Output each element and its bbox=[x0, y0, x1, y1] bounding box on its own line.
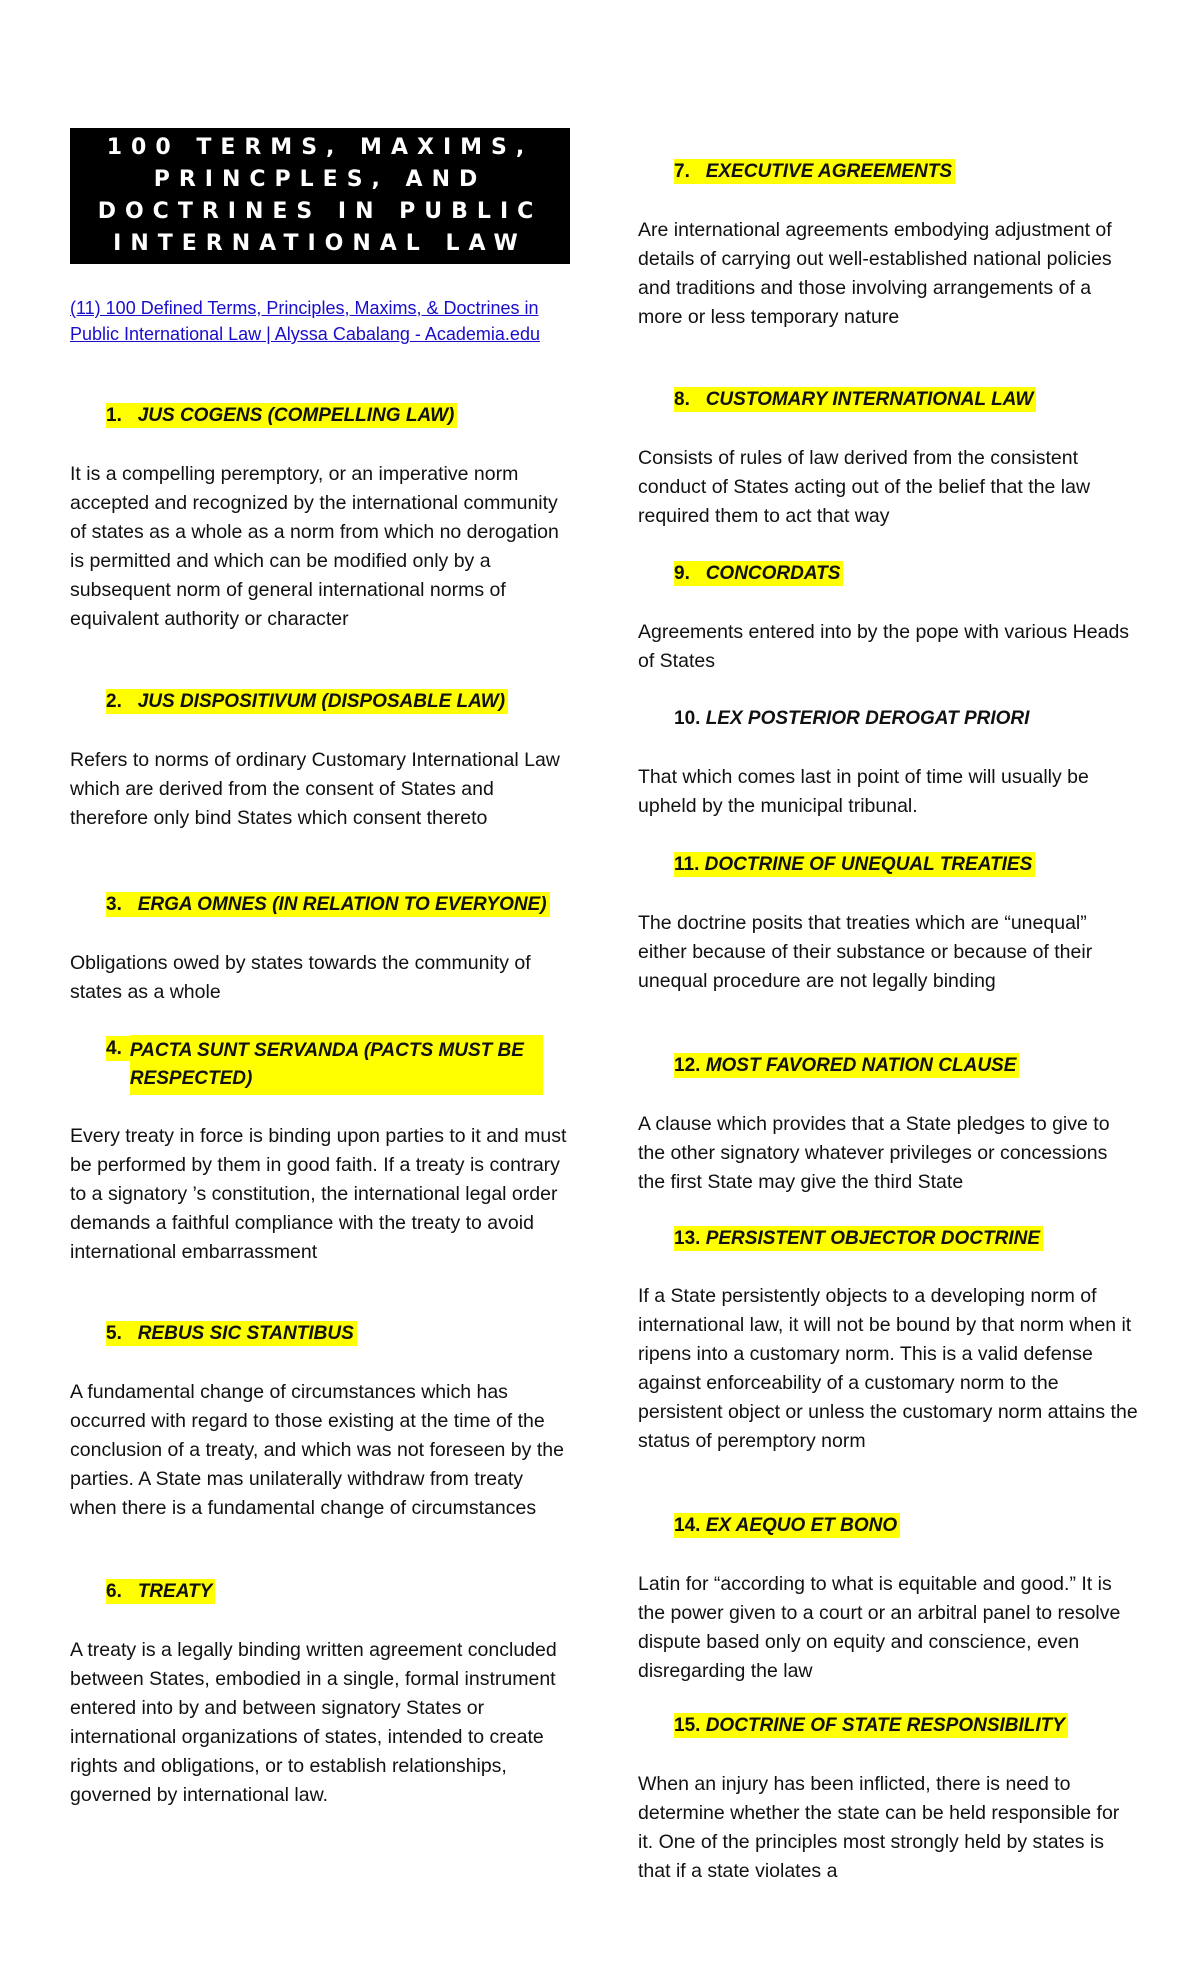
term-definition: Refers to norms of ordinary Customary International Law which are derived from the consent of States and therefore only bind States which consent thereto bbox=[70, 749, 560, 829]
term-definition: A clause which provides that a State pledges to give to the other signatory whatever privileges or concessions the first State may give the third State bbox=[638, 1113, 1110, 1193]
term-name: JUS DISPOSITIVUM (DISPOSABLE LAW) bbox=[137, 691, 506, 712]
term-name: TREATY bbox=[137, 1581, 213, 1602]
term-definition: Latin for “according to what is equitable and good.” It is the power given to a court or an arbitral panel to resolve dispute based only on equity and conscience, even disregarding the law bbox=[638, 1573, 1121, 1682]
term-heading bbox=[674, 1512, 900, 1540]
term-number: 11. bbox=[674, 854, 700, 875]
term-definition: Every treaty in force is binding upon parties to it and must be performed by them in good faith. If a treaty is contrary to a signatory ’s constitution, the international legal order demands a faithful compliance with the treaty to avoid international embarrassment bbox=[70, 1125, 567, 1263]
term-heading bbox=[674, 1712, 1068, 1740]
term-number: 1. bbox=[106, 405, 122, 426]
term-definition: A fundamental change of circumstances which has occurred with regard to those existing at the time of the conclusion of a treaty, and which was not foreseen by the parties. A State mas unilaterally withdraw from treaty when there is a fundamental change of circumstances bbox=[70, 1381, 564, 1519]
term-number: 12. bbox=[674, 1055, 701, 1076]
term-name: PACTA SUNT SERVANDA (PACTS MUST BE RESPECTED) bbox=[130, 1035, 543, 1095]
term-name: EX AEQUO ET BONO bbox=[705, 1515, 898, 1536]
term-definition: If a State persistently objects to a developing norm of international law, it will not be bound by that norm when it ripens into a customary norm. This is a valid defense against enforceability of a customary norm to the persistent object or unless the customary norm attains the status of peremptory norm bbox=[638, 1285, 1138, 1452]
term-number: 10. bbox=[674, 708, 701, 729]
term-number: 9. bbox=[674, 563, 690, 584]
term-name: PERSISTENT OBJECTOR DOCTRINE bbox=[705, 1228, 1041, 1249]
term-heading bbox=[106, 688, 508, 716]
term-name: ERGA OMNES (IN RELATION TO EVERYONE) bbox=[137, 894, 547, 915]
term-heading bbox=[106, 402, 457, 430]
term-definition: Obligations owed by states towards the community of states as a whole bbox=[70, 952, 531, 1003]
term-name: CUSTOMARY INTERNATIONAL LAW bbox=[705, 389, 1034, 410]
term-definition: Are international agreements embodying adjustment of details of carrying out well-established national policies and traditions and those involving arrangements of a more or less temporary nature bbox=[638, 219, 1112, 328]
term-heading bbox=[106, 1035, 543, 1095]
term-name: CONCORDATS bbox=[705, 563, 841, 584]
document-title bbox=[70, 128, 570, 264]
term-definition: A treaty is a legally binding written agreement concluded between States, embodied in a single, formal instrument entered into by and between signatory States or international organizations of states, intended to create rights and obligations, or to establish relationships, governed by international law. bbox=[70, 1639, 557, 1806]
term-name: DOCTRINE OF STATE RESPONSIBILITY bbox=[705, 1715, 1065, 1736]
term-heading bbox=[674, 851, 1035, 879]
term-heading bbox=[674, 1052, 1019, 1080]
term-definition: That which comes last in point of time will usually be upheld by the municipal tribunal. bbox=[638, 766, 1089, 817]
term-name: JUS COGENS (COMPELLING LAW) bbox=[137, 405, 455, 426]
term-heading bbox=[106, 1320, 357, 1348]
term-name: MOST FAVORED NATION CLAUSE bbox=[705, 1055, 1017, 1076]
term-number: 8. bbox=[674, 389, 690, 410]
term-name: REBUS SIC STANTIBUS bbox=[137, 1323, 354, 1344]
title-line: 100 TERMS, MAXIMS, bbox=[106, 135, 534, 160]
term-number: 13. bbox=[674, 1228, 701, 1249]
term-definition: Agreements entered into by the pope with various Heads of States bbox=[638, 621, 1130, 672]
term-heading bbox=[674, 705, 1029, 733]
title-line: INTERNATIONAL LAW bbox=[113, 231, 527, 256]
term-definition: The doctrine posits that treaties which are “unequal” either because of their substance or because of their unequal procedure are not legally binding bbox=[638, 912, 1093, 992]
term-heading bbox=[106, 891, 550, 919]
term-number: 2. bbox=[106, 691, 122, 712]
term-number: 15. bbox=[674, 1715, 701, 1736]
term-heading bbox=[674, 560, 843, 588]
term-number: 7. bbox=[674, 161, 690, 182]
term-heading bbox=[674, 1225, 1043, 1253]
term-heading bbox=[674, 386, 1036, 414]
term-number: 4. bbox=[106, 1036, 130, 1061]
source-link[interactable]: (11) 100 Defined Terms, Principles, Maxims, & Doctrines in Public International Law | Alyssa Cabalang - Academia.edu bbox=[70, 298, 540, 344]
term-name: LEX POSTERIOR DEROGAT PRIORI bbox=[705, 708, 1030, 729]
term-definition: It is a compelling peremptory, or an imperative norm accepted and recognized by the international community of states as a whole as a norm from which no derogation is permitted and which can be modified only by a subsequent norm of general international norms of equivalent authority or character bbox=[70, 463, 559, 630]
term-number: 3. bbox=[106, 894, 122, 915]
term-definition: When an injury has been inflicted, there is need to determine whether the state can be held responsible for it. One of the principles most strongly held by states is that if a state violates a bbox=[638, 1773, 1120, 1882]
term-definition: Consists of rules of law derived from the consistent conduct of States acting out of the belief that the law required them to act that way bbox=[638, 447, 1091, 527]
title-line: DOCTRINES IN PUBLIC bbox=[97, 199, 543, 224]
term-name: EXECUTIVE AGREEMENTS bbox=[705, 161, 953, 182]
term-name: DOCTRINE OF UNEQUAL TREATIES bbox=[704, 854, 1033, 875]
term-number: 14. bbox=[674, 1515, 701, 1536]
term-number: 5. bbox=[106, 1323, 122, 1344]
term-heading bbox=[674, 158, 955, 186]
term-heading bbox=[106, 1578, 215, 1606]
term-number: 6. bbox=[106, 1581, 122, 1602]
title-line: PRINCPLES, AND bbox=[153, 167, 487, 192]
